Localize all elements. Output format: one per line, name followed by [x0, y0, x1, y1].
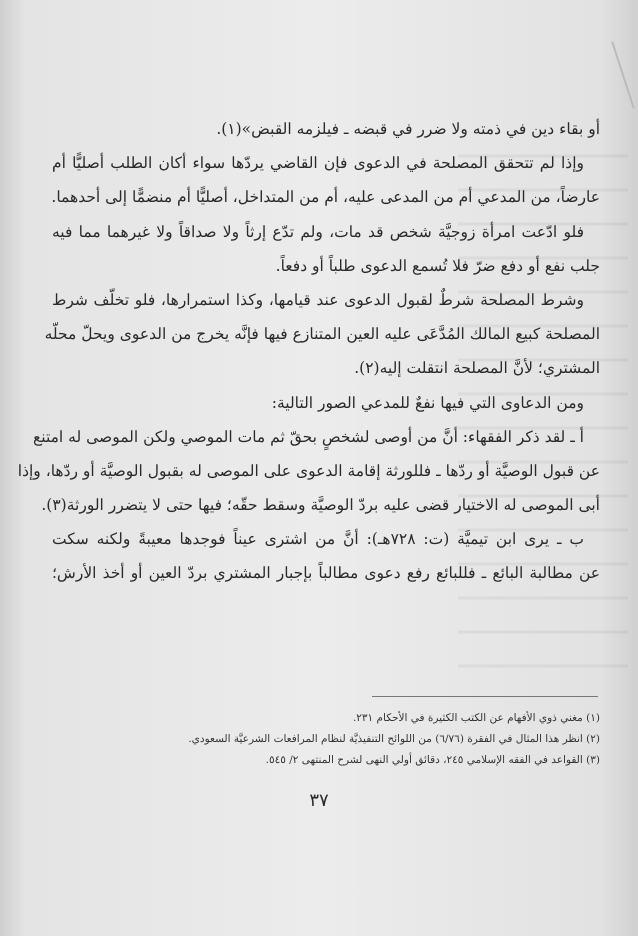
- body-line-12: أبى الموصى له الاختيار قضى عليه بردّ الوصيَّة وسقط حقّه؛ فيها حتى لا يتضرر الورثة(٣).: [41, 496, 600, 515]
- body-line-9: ومن الدعاوى التي فيها نفعٌ للمدعي الصور التالية:: [271, 393, 584, 412]
- body-text: [17, 112, 600, 591]
- body-line-3: عارضاً، من المدعي أم من المدعى عليه، أم من المتداخل، أصليًّا أم منضمًّا إلى أحدهما.: [51, 188, 600, 207]
- body-line-2: وإذا لم تتحقق المصلحة في الدعوى فإن القاضي يردّها سواء أكان الطلب أصليًّا أم: [52, 154, 584, 173]
- body-line-6: وشرط المصلحة شرطٌ لقبول الدعوى عند قيامها، وكذا استمرارها، فلو تخلّف شرط: [52, 290, 584, 309]
- body-line-11: عن قبول الوصيَّة أو ردّها ـ فللورثة إقامة الدعوى على الموصى له بقبول الوصيَّة أو ردّها، وإذا: [17, 461, 600, 480]
- body-line-8: المشتري؛ لأنَّ المصلحة انتقلت إليه(٢).: [354, 359, 600, 378]
- body-line-14: عن مطالبة البائع ـ فللبائع رفع دعوى مطالباً بإجبار المشتري بردّ العين أو أخذ الأرش؛: [52, 564, 600, 583]
- footnote-2: (٢) انظر هذا المثال في الفقرة (٦/٧٦) من اللوائح التنفيذيَّة لنظام المرافعات الشرعيَّة السعودي.: [188, 733, 600, 745]
- footnotes: [60, 708, 600, 771]
- body-line-13: ب ـ يرى ابن تيميَّة (ت: ٧٢٨هـ): أنَّ من اشترى عيناً فوجدها معيبةً ولكنه سكت: [52, 530, 584, 549]
- footnote-1: (١) مغني ذوي الأفهام عن الكتب الكثيرة في الأحكام ٢٣١.: [352, 712, 600, 724]
- page-number: ٣٧: [309, 790, 329, 811]
- footnote-divider: [372, 696, 598, 697]
- body-line-5: جلب نفع أو دفع ضرّ فلا تُسمع الدعوى طلباً أو دفعاً.: [275, 256, 600, 275]
- body-line-1: أو بقاء دين في ذمته ولا ضرر في قبضه ـ فيلزمه القبض»(١).: [216, 120, 600, 138]
- body-line-4: فلو ادّعت امرأة زوجيَّة شخص قد مات، ولم تدّع إرثاً ولا صداقاً ولا غيرهما مما فيه: [52, 222, 584, 241]
- body-line-7: المصلحة كبيع المالك المُدَّعَى عليه العين المتنازع فيها فإنَّه يخرج من الدعوى ويحلّ محلّه: [44, 325, 600, 344]
- footnote-3: (٣) القواعد في الفقه الإسلامي ٢٤٥، دقائق أولي النهى لشرح المنتهى ٢/ ٥٤٥.: [265, 754, 600, 766]
- body-line-10: أ ـ لقد ذكر الفقهاء: أنَّ من أوصى لشخصٍ بحقّ ثم مات الموصي ولكن الموصى له امتنع: [33, 427, 584, 446]
- page-edge-mark: [611, 41, 635, 108]
